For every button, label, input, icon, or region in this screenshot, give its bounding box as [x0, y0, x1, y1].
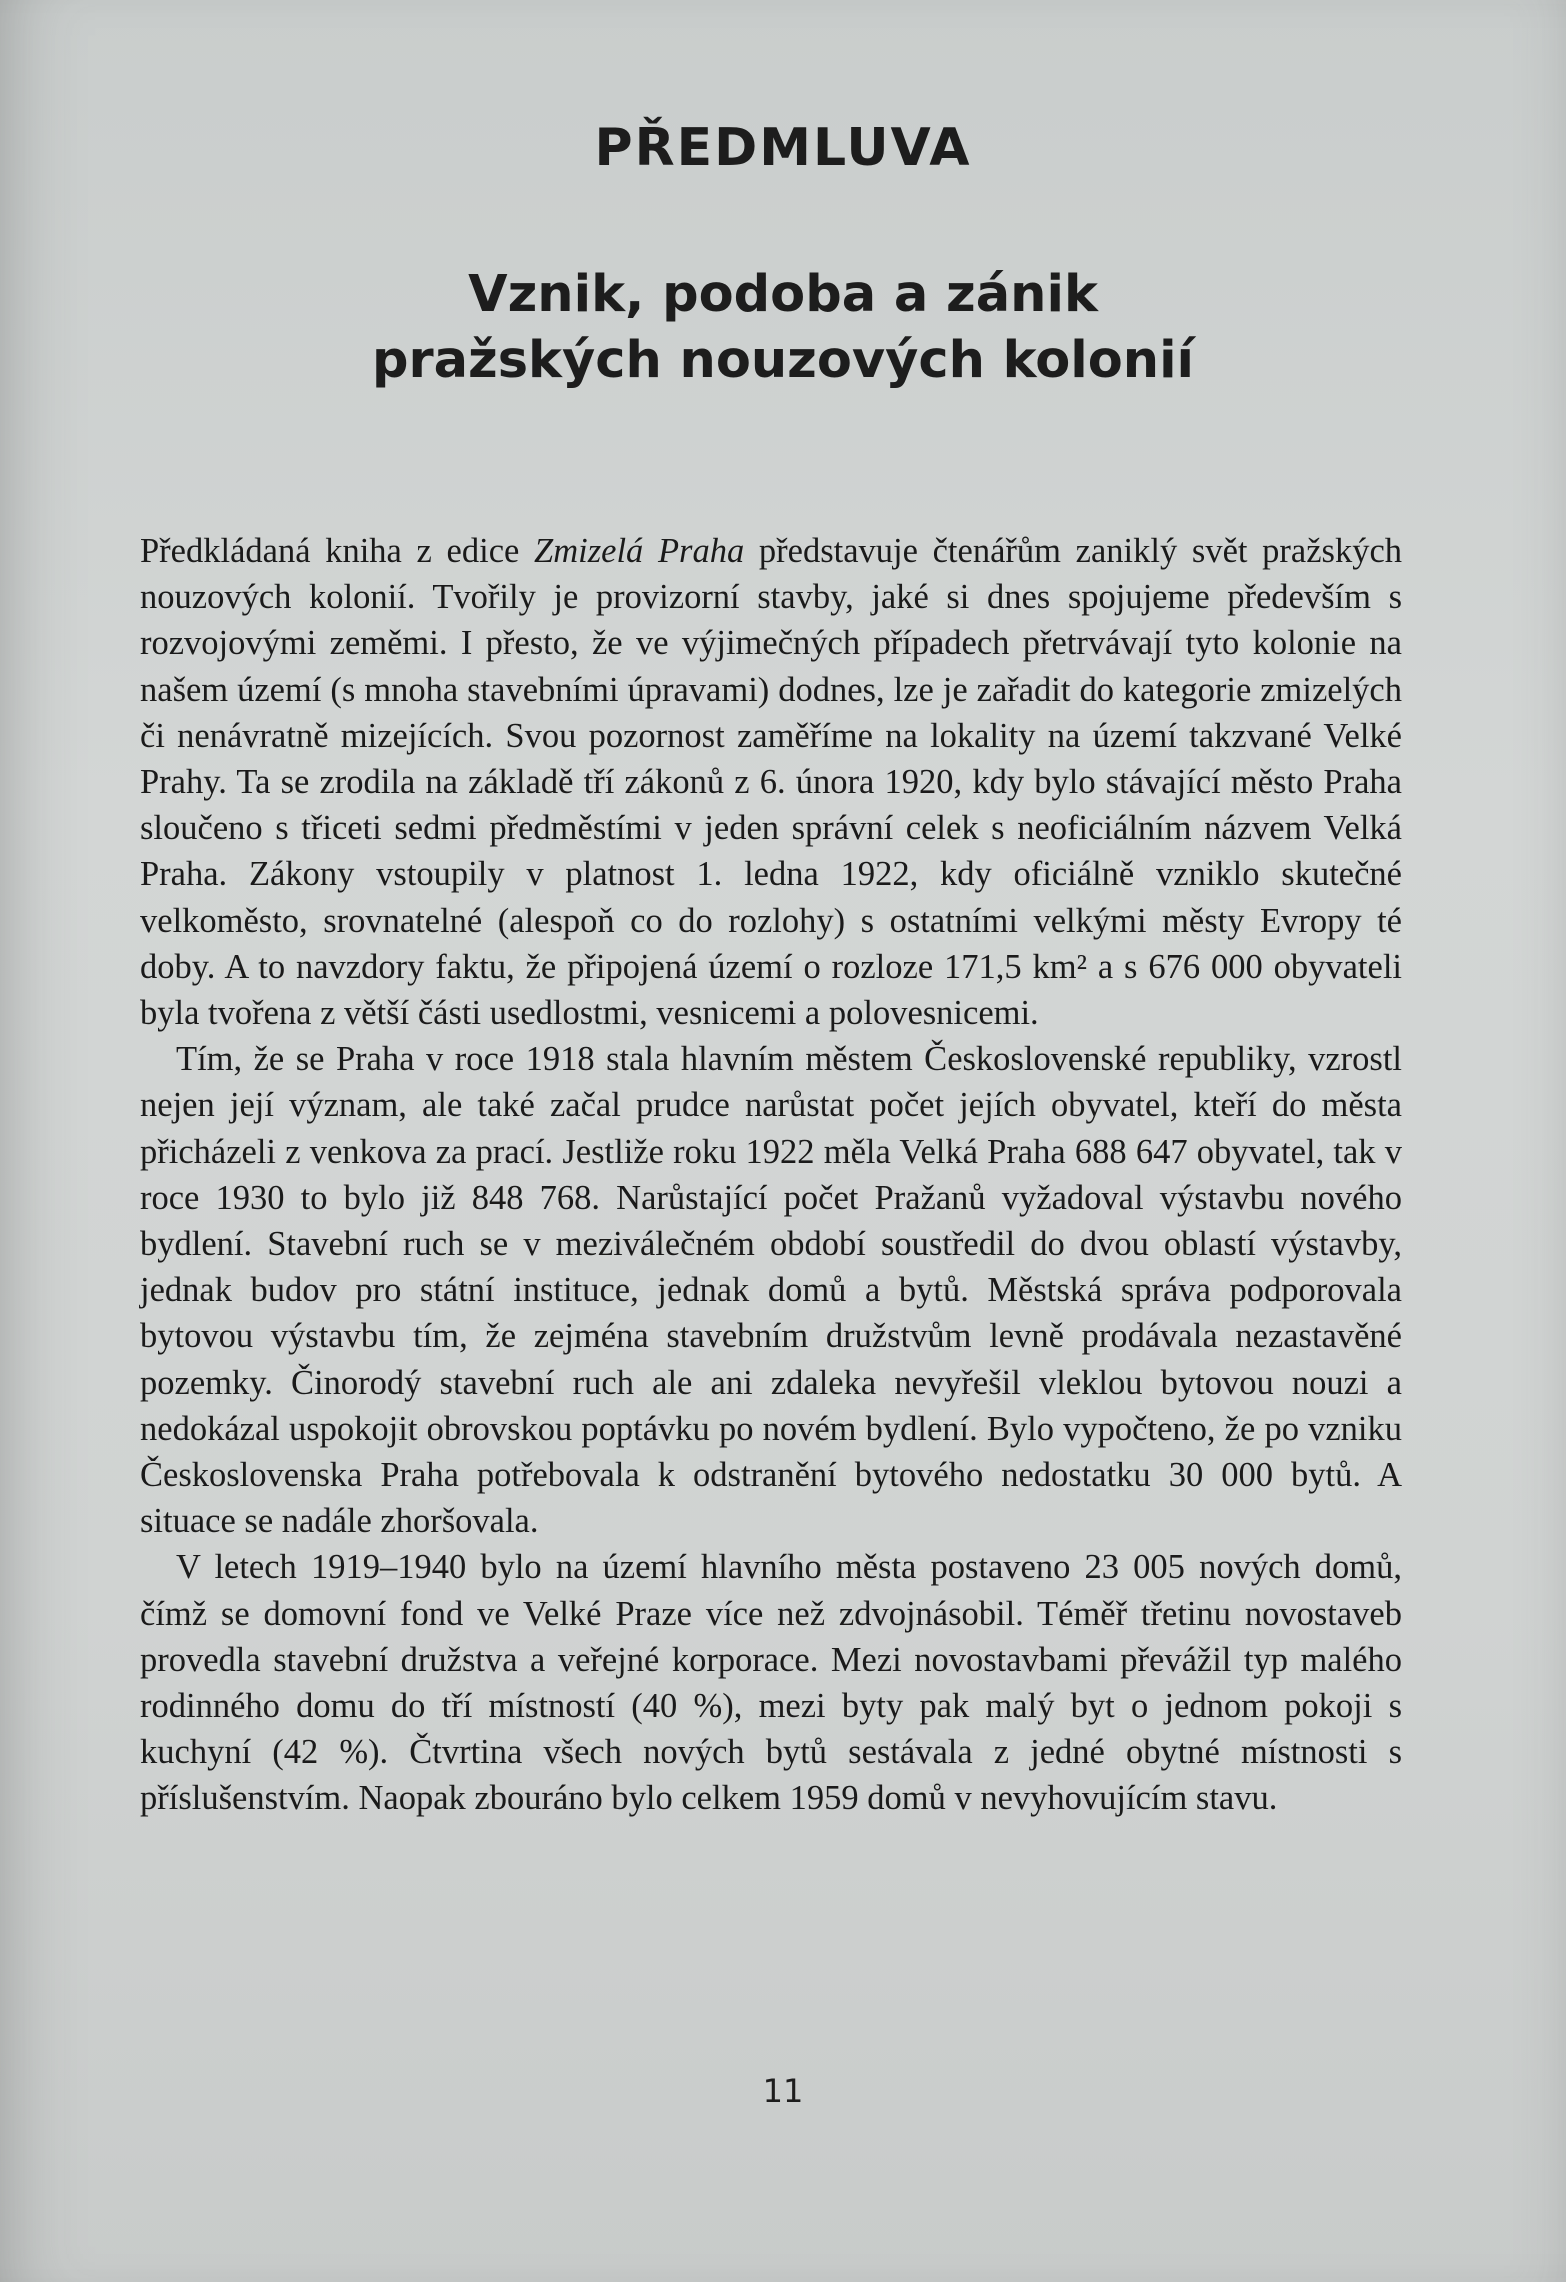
paragraph-1-rest: představuje čtenářům zaniklý svět pražských nouzových kolonií. Tvořily je provizorní stavby, jaké si dnes spojujeme především s rozvojovými zeměmi. I přesto, že ve výjimečných případech přetrvávají tyto kolonie na našem území (s mnoha stavebními úpravami) dodnes, lze je zařadit do kategorie zmizelých či nenávratně mizejících. Svou pozornost zaměříme na lokality na území takzvané Velké Prahy. Ta se zrodila na základě tří zákonů z 6. února 1920, kdy bylo stávající město Praha sloučeno s třiceti sedmi předměstími v jeden správní celek s neoficiálním názvem Velká Praha. Zákony vstoupily v platnost 1. ledna 1922, kdy oficiálně vzniklo skutečné velkoměsto, srovnatelné (alespoň co do rozlohy) s ostatními velkými městy Evropy té doby. A to navzdory faktu, že připojená území o rozloze 171,5 km² a s 676 000 obyvateli byla tvořena z větší části usedlostmi, vesnicemi a polovesnicemi. [140, 532, 1403, 1033]
chapter-title [0, 262, 1566, 394]
chapter-title-line-2: pražských nouzových kolonií [371, 331, 1195, 390]
paragraph-3: V letech 1919–1940 bylo na území hlavního města postaveno 23 005 nových domů, čímž se domovní fond ve Velké Praze více než zdvojnásobil. Téměř třetinu novostaveb provedla stavební družstva a veřejné korporace. Mezi novostavbami převážil typ malého rodinného domu do tří místností (40 %), mezi byty pak malý byt o jednom pokoji s kuchyní (42 %). Čtvrtina všech nových bytů sestávala z jedné obytné místnosti s příslušenstvím. Naopak zbouráno bylo celkem 1959 domů v nevyhovujícím stavu. [140, 1548, 1402, 1818]
paragraph-1 [140, 528, 1402, 1036]
paragraph-1-start: Předkládaná kniha z edice [140, 532, 535, 570]
chapter-title-line-1: Vznik, podoba a zánik [468, 265, 1098, 324]
section-label: PŘEDMLUVA [594, 118, 972, 178]
book-series-name: Zmizelá Praha [534, 532, 745, 570]
page-number: 11 [762, 2072, 804, 2110]
body-text [140, 528, 1402, 1822]
paragraph-2: Tím, že se Praha v roce 1918 stala hlavním městem Československé republiky, vzrostl nejen její význam, ale také začal prudce narůstat počet jejích obyvatel, kteří do města přicházeli z venkova za prací. Jestliže roku 1922 měla Velká Praha 688 647 obyvatel, tak v roce 1930 to bylo již 848 768. Narůstající počet Pražanů vyžadoval výstavbu nového bydlení. Stavební ruch se v meziválečném období soustředil do dvou oblastí výstavby, jednak budov pro státní instituce, jednak domů a bytů. Městská správa podporovala bytovou výstavbu tím, že zejména stavebním družstvům levně prodávala nezastavěné pozemky. Činorodý stavební ruch ale ani zdaleka nevyřešil vleklou bytovou nouzi a nedokázal uspokojit obrovskou poptávku po novém bydlení. Bylo vypočteno, že po vzniku Československa Praha potřebovala k odstranění bytového nedostatku 30 000 bytů. A situace se nadále zhoršovala. [140, 1040, 1402, 1541]
